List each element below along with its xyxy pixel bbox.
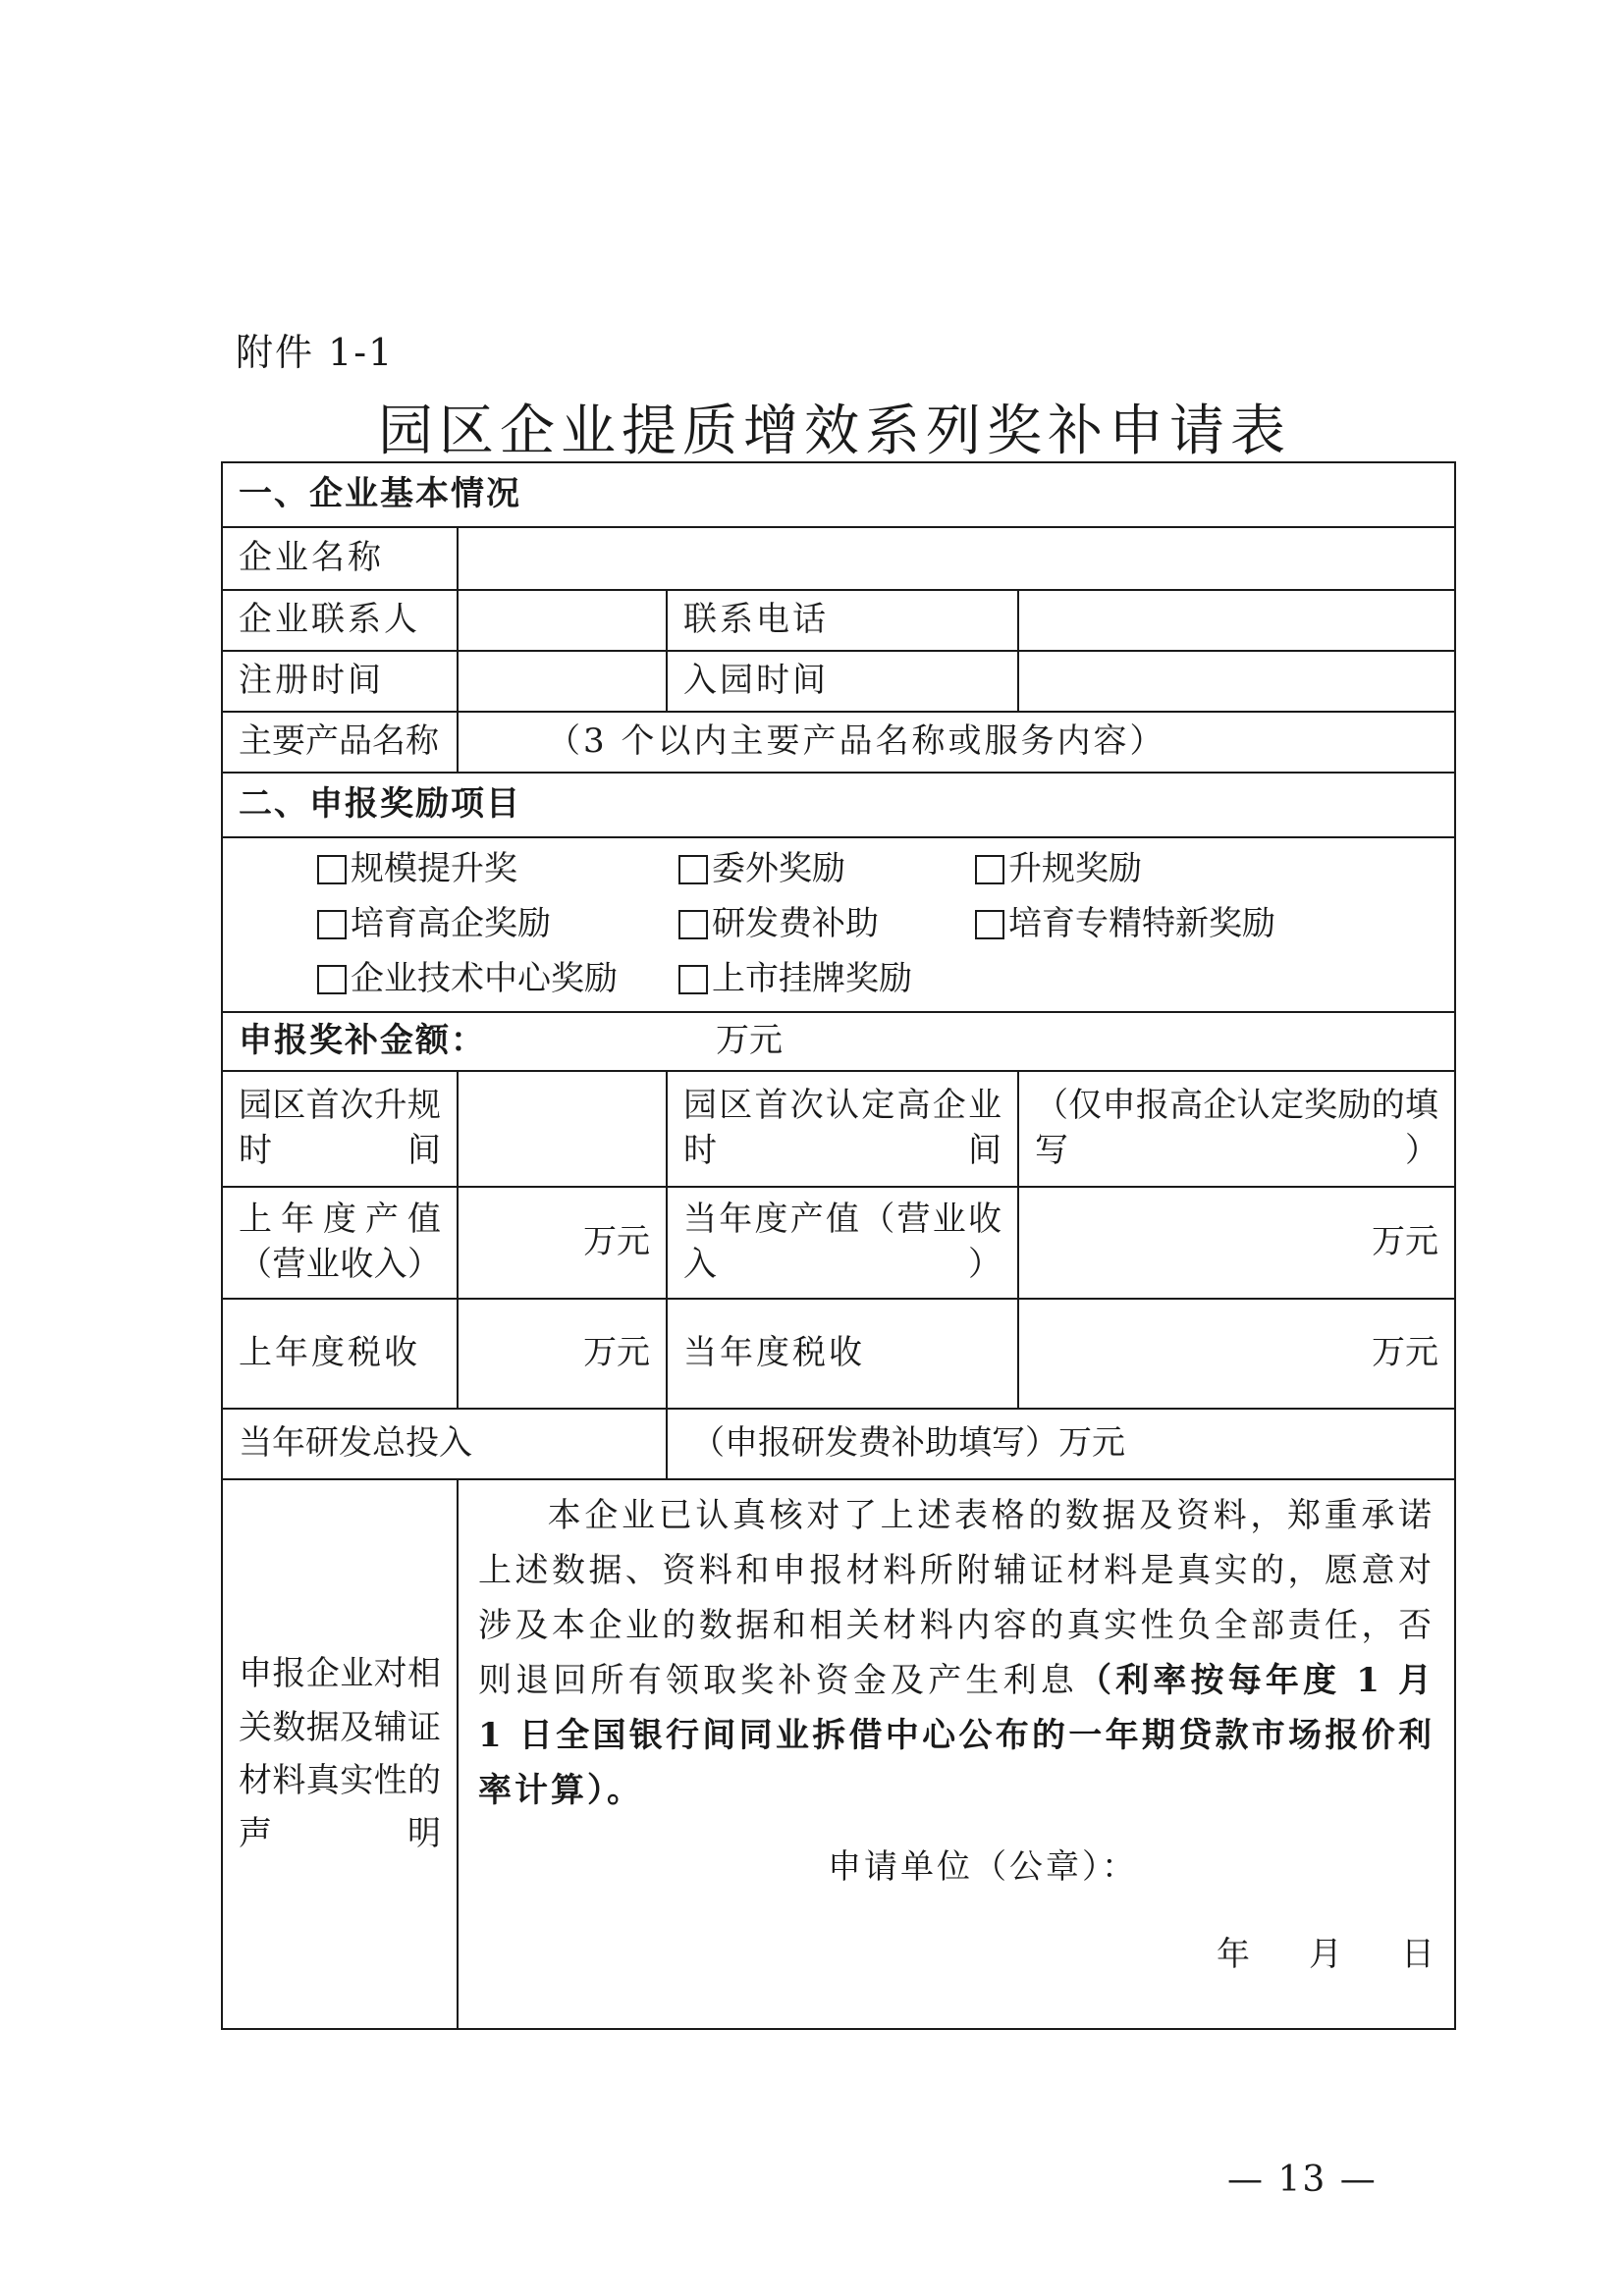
park-entry-time-field[interactable] [1018,651,1455,712]
hightech-note[interactable]: （仅申报高企认定奖励的填写） [1018,1071,1455,1187]
form-title: 园区企业提质增效系列奖补申请表 [378,400,1291,463]
amount-label: 申报奖补金额： [239,1021,486,1061]
last-year-output-unit[interactable]: 万元 [458,1187,667,1299]
section1-row [222,462,1455,527]
main-products-row [222,712,1455,773]
this-year-tax-unit[interactable]: 万元 [1018,1299,1455,1409]
declaration-label: 申报企业对相关数据及辅证材料真实性的声明 [222,1479,458,2029]
checkbox-icon[interactable] [678,965,708,994]
award-option[interactable]: 委外奖励 [678,847,975,892]
contact-row [222,590,1455,651]
declaration-text [474,1488,1438,1818]
register-time-field[interactable] [458,651,667,712]
declaration-text-bold: （利率按每年度 1 月 1 日全国银行间同业拆借中心公布的一年期贷款市场报价利率计算）。 [478,1661,1435,1810]
award-option[interactable]: 升规奖励 [975,847,1142,892]
first-hightech-label: 园区首次认定高企业时间 [667,1071,1018,1187]
amount-cell[interactable] [222,1012,1455,1071]
award-options-cell [222,837,1455,1012]
company-name-row [222,527,1455,590]
first-upgrade-label: 园区首次升规时间 [222,1071,458,1187]
award-option[interactable]: 研发费补助 [678,902,975,947]
rd-input-row [222,1409,1455,1479]
date-month: 月 [1309,1935,1342,1975]
last-year-tax-unit[interactable]: 万元 [458,1299,667,1409]
attachment-label: 附件 1-1 [236,331,395,374]
checkbox-icon[interactable] [678,910,708,939]
main-products-label: 主要产品名称 [222,712,458,773]
rd-input-label: 当年研发总投入 [222,1409,667,1479]
park-entry-time-label: 入园时间 [667,651,1018,712]
signature-date[interactable] [474,1916,1438,1995]
declaration-cell [458,1479,1455,2029]
last-year-tax-label: 上年度税收 [222,1299,458,1409]
amount-unit: 万元 [716,1021,783,1061]
checkbox-icon[interactable] [317,855,347,884]
first-times-row [222,1071,1455,1187]
page-number: — 13 — [1227,2160,1378,2200]
register-time-label: 注册时间 [222,651,458,712]
award-option[interactable]: 上市挂牌奖励 [678,957,975,1002]
contact-person-label: 企业联系人 [222,590,458,651]
phone-label: 联系电话 [667,590,1018,651]
output-row [222,1187,1455,1299]
award-option[interactable]: 企业技术中心奖励 [317,957,678,1002]
phone-field[interactable] [1018,590,1455,651]
application-form-table [221,461,1456,2030]
checkbox-icon[interactable] [317,910,347,939]
award-option[interactable]: 培育专精特新奖励 [975,902,1275,947]
award-option[interactable]: 培育高企奖励 [317,902,678,947]
date-day: 日 [1401,1935,1435,1975]
company-name-field[interactable] [458,527,1455,590]
checkbox-icon[interactable] [975,910,1004,939]
section2-row [222,773,1455,837]
signature-label[interactable]: 申请单位（公章）： [828,1847,1138,1887]
date-year: 年 [1217,1935,1250,1975]
this-year-output-label: 当年度产值（营业收入） [667,1187,1018,1299]
contact-person-field[interactable] [458,590,667,651]
company-name-label: 企业名称 [222,527,458,590]
last-year-output-label: 上年度产值（营业收入） [222,1187,458,1299]
tax-row [222,1299,1455,1409]
declaration-text-plain: 本企业已认真核对了上述表格的数据及资料，郑重承诺上述数据、资料和申报材料所附辅证材料是真实的，愿意对涉及本企业的数据和相关材料内容的真实性负全部责任，否则退回所有领取奖补资金及产生利息 [478,1496,1435,1700]
this-year-tax-label: 当年度税收 [667,1299,1018,1409]
amount-row [222,1012,1455,1071]
declaration-row [222,1479,1455,2029]
rd-input-field[interactable]: （申报研发费补助填写）万元 [667,1409,1455,1479]
main-products-field[interactable]: （3 个以内主要产品名称或服务内容） [458,712,1455,773]
this-year-output-unit[interactable]: 万元 [1018,1187,1455,1299]
award-options-row [222,837,1455,1012]
register-row [222,651,1455,712]
award-option[interactable]: 规模提升奖 [317,847,678,892]
section2-heading: 二、申报奖励项目 [222,773,1455,837]
checkbox-icon[interactable] [317,965,347,994]
checkbox-icon[interactable] [975,855,1004,884]
checkbox-icon[interactable] [678,855,708,884]
first-upgrade-field[interactable] [458,1071,667,1187]
section1-heading: 一、企业基本情况 [222,462,1455,527]
